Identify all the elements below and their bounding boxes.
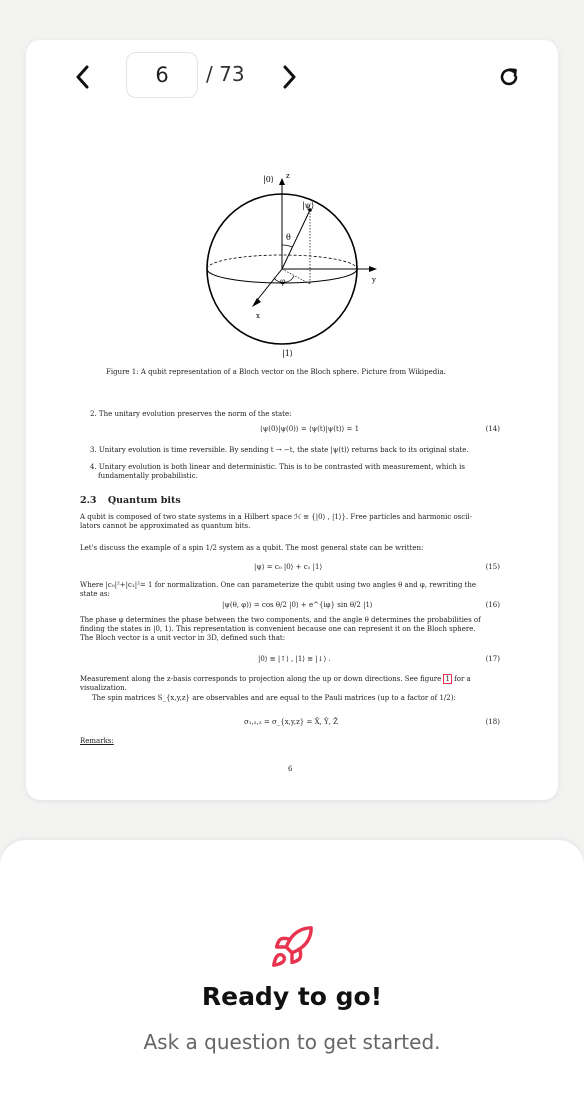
pdf-viewer-card bbox=[26, 40, 558, 800]
paragraph-1-line2: lators cannot be approximated as quantum bits. bbox=[80, 522, 251, 530]
equation-number-14: (14) bbox=[485, 425, 500, 433]
paragraph-1-line1: A qubit is composed of two state systems in a Hilbert space ℋ ≡ {|0⟩ , |1⟩}. Free particles and harmonic oscil- bbox=[80, 513, 473, 521]
page-number-input[interactable] bbox=[126, 52, 198, 98]
rocket-icon bbox=[269, 924, 315, 970]
equation-number-17: (17) bbox=[485, 655, 500, 663]
empty-state-title: Ready to go! bbox=[201, 982, 383, 1011]
equation-17: |0⟩ ≡ |↑⟩ , |1⟩ ≡ |↓⟩ . bbox=[258, 655, 331, 663]
paragraph-5-line1 bbox=[80, 675, 471, 685]
pdf-page bbox=[26, 120, 558, 800]
chat-empty-state-panel bbox=[0, 840, 584, 1104]
page-total-label: / 73 bbox=[206, 62, 245, 86]
section-number: 2.3 bbox=[80, 495, 97, 506]
paragraph-4-line1: The phase φ determines the phase between the two components, and the angle θ determines the probabilities of bbox=[80, 616, 481, 624]
ket1-label: |1⟩ bbox=[282, 349, 293, 358]
chevron-right-icon bbox=[279, 65, 299, 89]
equation-14: ⟨ψ(0)|ψ(0)⟩ = ⟨ψ(t)|ψ(t)⟩ = 1 bbox=[260, 425, 360, 433]
remarks-heading: Remarks: bbox=[80, 737, 114, 745]
z-axis-label: z bbox=[286, 172, 290, 180]
paragraph-4-line2: finding the states in |0, 1⟩. This representation is convenient because one can represent it on the Bloch sphere. bbox=[80, 625, 476, 633]
chevron-left-icon bbox=[73, 65, 93, 89]
psi-label: |ψ⟩ bbox=[302, 201, 315, 210]
pdf-page-number: 6 bbox=[288, 765, 293, 773]
figure-reference-link[interactable]: 1 bbox=[445, 675, 450, 683]
equation-number-18: (18) bbox=[485, 718, 500, 726]
paragraph-6: The spin matrices S_{x,y,z} are observables and are equal to the Pauli matrices (up to a factor of 1/2): bbox=[92, 694, 456, 702]
paragraph-5-text-b: for a bbox=[454, 675, 471, 683]
list-item-4-line1: 4. Unitary evolution is both linear and deterministic. This is to be contrasted with measurement, which is bbox=[90, 463, 465, 471]
paragraph-5-text-a: Measurement along the z-basis corresponds to projection along the up or down directions. See figure bbox=[80, 675, 442, 683]
x-axis-label: x bbox=[256, 312, 260, 320]
next-page-button[interactable] bbox=[272, 60, 306, 94]
list-item-3: 3. Unitary evolution is time reversible. By sending t → −t, the state |ψ(t)⟩ returns back to its original state. bbox=[90, 446, 469, 454]
refresh-button[interactable] bbox=[492, 60, 526, 94]
list-item-2: 2. The unitary evolution preserves the norm of the state: bbox=[90, 410, 292, 418]
paragraph-2: Let's discuss the example of a spin 1/2 system as a qubit. The most general state can be written: bbox=[80, 544, 424, 552]
list-item-4-line2: fundamentally probabilistic. bbox=[98, 472, 198, 480]
y-axis-label: y bbox=[372, 276, 376, 284]
bloch-sphere-figure bbox=[26, 170, 558, 370]
equation-18: σ₁,₂,₃ = σ_{x,y,z} = X̂, Ŷ, Ẑ bbox=[244, 718, 338, 726]
equation-number-16: (16) bbox=[485, 601, 500, 609]
theta-label: θ bbox=[286, 233, 291, 242]
equation-15: |ψ⟩ = c₀ |0⟩ + c₁ |1⟩ bbox=[254, 563, 323, 571]
phi-label: φ bbox=[280, 277, 286, 286]
ket0-label: |0⟩ bbox=[263, 175, 274, 184]
empty-state-subtitle: Ask a question to get started. bbox=[143, 1030, 441, 1054]
equation-16: |ψ(θ, φ)⟩ = cos θ/2 |0⟩ + e^{iφ} sin θ/2 |1⟩ bbox=[222, 601, 373, 609]
section-title: Quantum bits bbox=[107, 495, 181, 506]
paragraph-5-line2: visualization. bbox=[80, 684, 127, 692]
paragraph-3-line1: Where |c₀|²+|c₁|²= 1 for normalization. One can parameterize the qubit using two angles θ and φ, rewriting the bbox=[80, 581, 477, 589]
paragraph-3-line2: state as: bbox=[80, 590, 110, 598]
equation-number-15: (15) bbox=[485, 563, 500, 571]
figure-caption: Figure 1: A qubit representation of a Bloch vector on the Bloch sphere. Picture from Wikipedia. bbox=[106, 368, 446, 376]
previous-page-button[interactable] bbox=[66, 60, 100, 94]
paragraph-4-line3: The Bloch vector is a unit vector in 3D, defined such that: bbox=[80, 634, 286, 642]
section-heading bbox=[80, 495, 181, 506]
refresh-icon bbox=[497, 65, 521, 89]
pdf-navigation-bar bbox=[26, 40, 558, 120]
